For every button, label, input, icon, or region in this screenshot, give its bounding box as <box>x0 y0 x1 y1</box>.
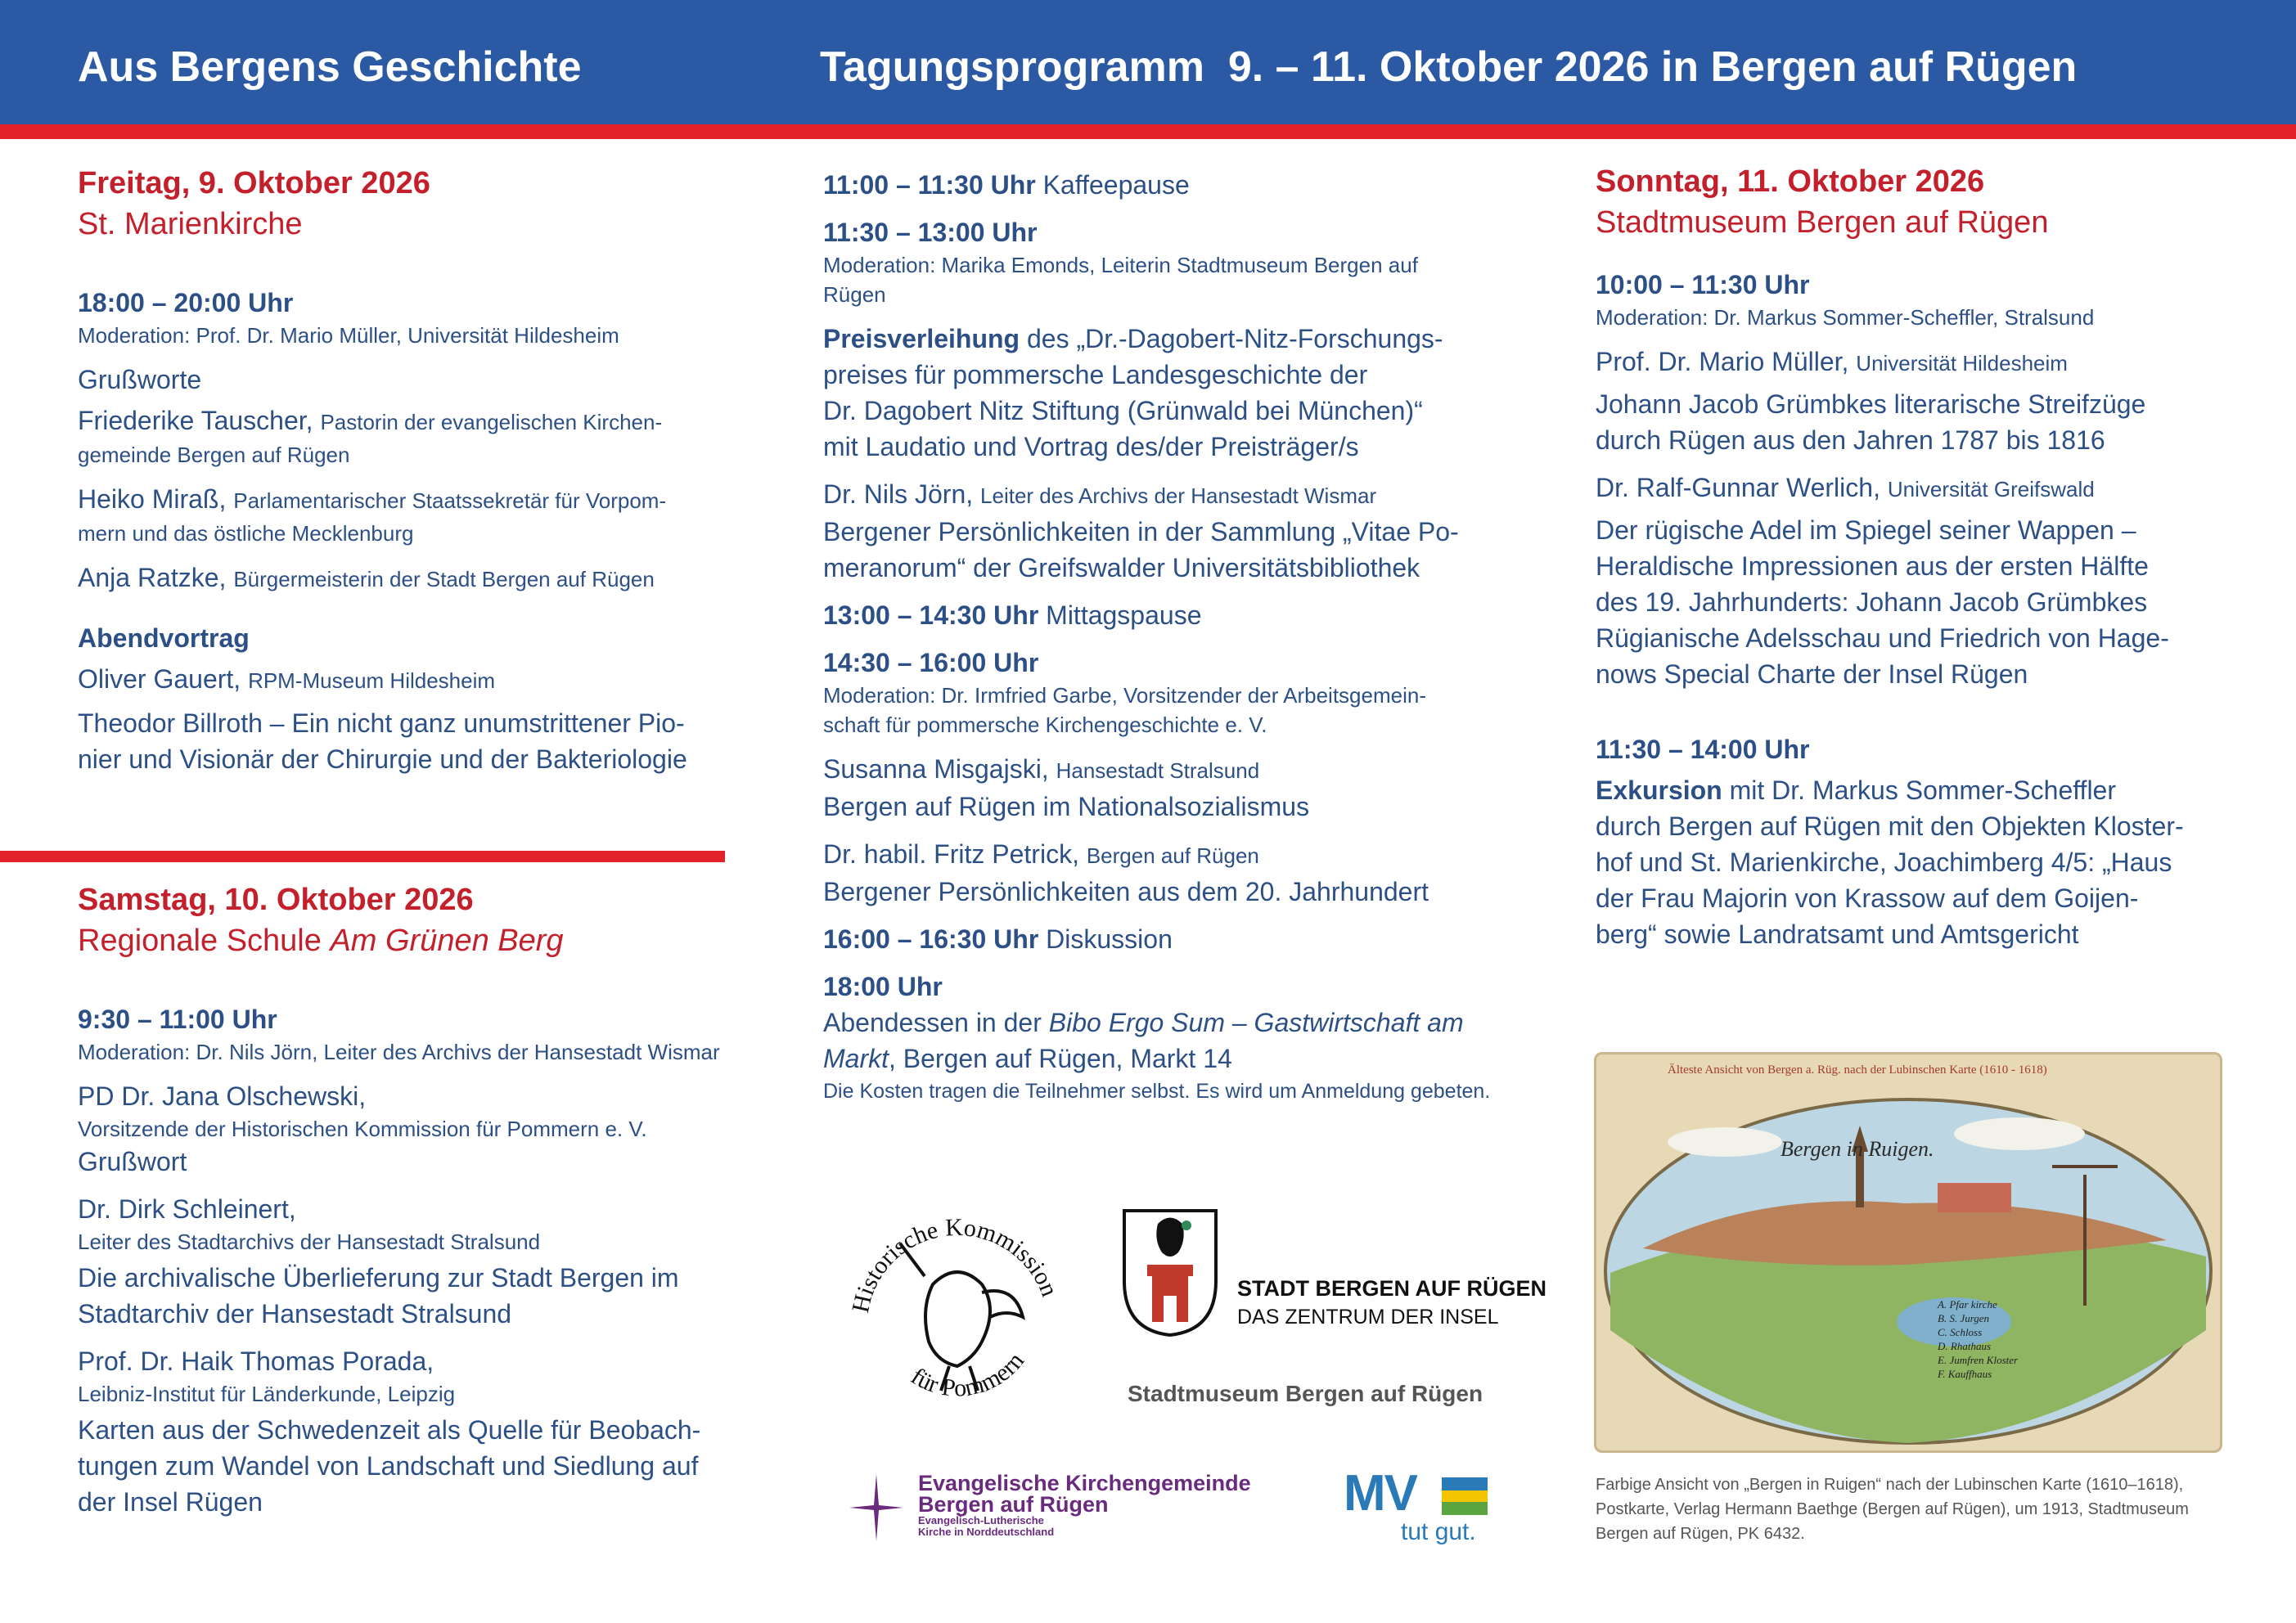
church-cross-icon <box>848 1472 905 1543</box>
friday-venue: St. Marienkirche <box>78 207 303 241</box>
bergen-logo-title: STADT BERGEN AUF RÜGEN <box>1237 1276 1546 1301</box>
prize-text: Preisverleihung des „Dr.-Dagobert-Nitz-Forschungs- <box>823 324 1443 353</box>
speaker-olschewski-role: Vorsitzende der Historischen Kommission für Pommern e. V. <box>78 1117 647 1141</box>
talk-werlich-4: Rügianische Adelsschau und Friedrich von Hage- <box>1596 623 2169 653</box>
church-name-3: Evangelisch-Lutherische <box>918 1514 1044 1526</box>
legend-item: D. Rhathaus <box>1938 1340 1991 1352</box>
excursion-text-5: berg“ sowie Landratsamt und Amtsgericht <box>1596 919 2079 949</box>
speaker-schleinert: Dr. Dirk Schleinert, <box>78 1194 296 1224</box>
series-title: Aus Bergens Geschichte <box>78 43 582 91</box>
speaker-mirass-role: mern und das östliche Mecklenburg <box>78 521 414 546</box>
talk-joern-2: meranorum“ der Greifswalder Universitätsbibliothek <box>823 553 1420 582</box>
header-red-rule <box>0 124 2296 139</box>
speaker-petrick: Dr. habil. Fritz Petrick, Bergen auf Rügen <box>823 839 1259 869</box>
speaker-joern: Dr. Nils Jörn, Leiter des Archivs der Hansestadt Wismar <box>823 479 1377 509</box>
abendvortrag-heading: Abendvortrag <box>78 623 250 653</box>
bergen-logo-subtitle: DAS ZENTRUM DER INSEL <box>1237 1306 1499 1329</box>
friday-section <box>78 164 732 777</box>
prize-session-moderation: Moderation: Marika Emonds, Leiterin Stadtmuseum Bergen auf <box>823 253 1418 277</box>
talk-billroth-2: nier und Visionär der Chirurgie und der Bakteriologie <box>78 744 687 774</box>
section-divider <box>0 851 725 862</box>
speaker-tauscher-role: gemeinde Bergen auf Rügen <box>78 443 350 467</box>
bergen-coat-of-arms-icon <box>1121 1207 1219 1338</box>
church-name-4: Kirche in Norddeutschland <box>918 1526 1055 1538</box>
prize-text-3: Dr. Dagobert Nitz Stiftung (Grünwald bei München)“ <box>823 396 1423 425</box>
excursion-text-3: hof und St. Marienkirche, Joachimberg 4/5: „Haus <box>1596 847 2172 877</box>
speaker-misgajski: Susanna Misgajski, Hansestadt Stralsund <box>823 754 1260 784</box>
sunday-venue: Stadtmuseum Bergen auf Rügen <box>1596 205 2049 240</box>
talk-mueller: Johann Jacob Grümbkes literarische Streifzüge <box>1596 389 2146 419</box>
program-middle-column <box>823 167 1543 1106</box>
svg-text:Historische Kommission <box>847 1214 1063 1315</box>
stadtmuseum-label: Stadtmuseum Bergen auf Rügen <box>1128 1381 1483 1406</box>
legend-item: A. Pfar kirche <box>1938 1298 1997 1311</box>
caption-line: Postkarte, Verlag Hermann Baethge (Bergen auf Rügen), um 1913, Stadtmuseum <box>1596 1500 2189 1518</box>
talk-porada-2: tungen zum Wandel von Landschaft und Siedlung auf <box>78 1451 699 1481</box>
afternoon-moderation-2: schaft für pommersche Kirchengeschichte e. V. <box>823 713 1267 737</box>
talk-werlich-3: des 19. Jahrhunderts: Johann Jacob Grümbkes <box>1596 587 2148 617</box>
speaker-gauert: Oliver Gauert, RPM-Museum Hildesheim <box>78 664 496 694</box>
prize-session-moderation-2: Rügen <box>823 282 886 307</box>
dinner-note: Die Kosten tragen die Teilnehmer selbst. Es wird um Anmeldung gebeten. <box>823 1080 1491 1103</box>
postcard-header: Älteste Ansicht von Bergen a. Rüg. nach der Lubinschen Karte (1610 - 1618) <box>1668 1063 2047 1077</box>
mv-logo-slogan: tut gut. <box>1401 1518 1476 1545</box>
prize-text-4: mit Laudatio und Vortrag des/der Preisträger/s <box>823 432 1359 461</box>
dinner-text-2: Markt, Bergen auf Rügen, Markt 14 <box>823 1044 1232 1073</box>
program-title: Tagungsprogramm 9. – 11. Oktober 2026 in Bergen auf Rügen <box>820 43 2078 91</box>
historic-postcard-image <box>1594 1052 2222 1453</box>
talk-werlich-2: Heraldische Impressionen aus der ersten Hälfte <box>1596 551 2149 581</box>
speaker-mueller: Prof. Dr. Mario Müller, Universität Hildesheim <box>1596 347 2068 376</box>
talk-porada-3: der Insel Rügen <box>78 1487 263 1517</box>
sunday-time-1: 10:00 – 11:30 Uhr <box>1596 270 1810 299</box>
afternoon-session-time: 14:30 – 16:00 Uhr <box>823 648 1039 677</box>
talk-billroth: Theodor Billroth – Ein nicht ganz unumstrittener Pio- <box>78 708 685 738</box>
speaker-porada: Prof. Dr. Haik Thomas Porada, <box>78 1347 434 1376</box>
speaker-tauscher: Friederike Tauscher, Pastorin der evangelischen Kirchen- <box>78 406 663 435</box>
postcard-legend <box>1938 1297 2018 1381</box>
speaker-schleinert-role: Leiter des Stadtarchivs der Hansestadt Stralsund <box>78 1230 541 1254</box>
svg-text:für Pommern <box>906 1347 1029 1402</box>
sunday-section <box>1596 162 2250 952</box>
saturday-moderation: Moderation: Dr. Nils Jörn, Leiter des Archivs der Hansestadt Wismar <box>78 1040 720 1064</box>
excursion-text-4: der Frau Majorin von Krassow auf dem Goijen- <box>1596 883 2139 913</box>
saturday-venue: Regionale Schule Am Grünen Berg <box>78 924 564 958</box>
discussion: 16:00 – 16:30 Uhr Diskussion <box>823 924 1173 954</box>
speaker-porada-role: Leibniz-Institut für Länderkunde, Leipzig <box>78 1382 456 1406</box>
talk-porada: Karten aus der Schwedenzeit als Quelle für Beobach- <box>78 1415 701 1445</box>
talk-joern: Bergener Persönlichkeiten in der Sammlung „Vitae Po- <box>823 517 1459 546</box>
caption-line: Farbige Ansicht von „Bergen in Ruigen“ nach der Lubinschen Karte (1610–1618), <box>1596 1476 2184 1494</box>
dinner-text: Abendessen in der Bibo Ergo Sum – Gastwirtschaft am <box>823 1008 1464 1037</box>
church-logo-text <box>918 1472 1251 1538</box>
prize-text-2: preises für pommersche Landesgeschichte der <box>823 360 1368 389</box>
saturday-section <box>78 880 732 1520</box>
postcard-drawing <box>1594 1052 2222 1453</box>
caption-line: Bergen auf Rügen, PK 6432. <box>1596 1525 1805 1543</box>
speaker-ratzke: Anja Ratzke, Bürgermeisterin der Stadt Bergen auf Rügen <box>78 563 655 592</box>
sunday-time-2: 11:30 – 14:00 Uhr <box>1596 735 1810 764</box>
speaker-olschewski: PD Dr. Jana Olschewski, <box>78 1081 367 1111</box>
speaker-mirass: Heiko Miraß, Parlamentarischer Staatssekretär für Vorpom- <box>78 484 667 514</box>
hk-bottom-text: für Pommern <box>906 1347 1029 1402</box>
friday-time: 18:00 – 20:00 Uhr <box>78 288 294 317</box>
coffee-break: 11:00 – 11:30 Uhr Kaffeepause <box>823 170 1190 200</box>
talk-werlich: Der rügische Adel im Spiegel seiner Wappen – <box>1596 515 2136 545</box>
legend-item: F. Kauffhaus <box>1938 1368 1992 1380</box>
excursion-text-2: durch Bergen auf Rügen mit den Objekten Kloster- <box>1596 812 2184 841</box>
talk-petrick: Bergener Persönlichkeiten aus dem 20. Jahrhundert <box>823 877 1429 906</box>
postcard-title: Bergen in Ruigen. <box>1781 1137 1934 1161</box>
grussworte-heading: Grußworte <box>78 365 202 394</box>
talk-misgajski: Bergen auf Rügen im Nationalsozialismus <box>823 792 1310 821</box>
sunday-moderation: Moderation: Dr. Markus Sommer-Scheffler, Stralsund <box>1596 305 2095 330</box>
lunch-break: 13:00 – 14:30 Uhr Mittagspause <box>823 600 1202 630</box>
talk-schleinert-2: Stadtarchiv der Hansestadt Stralsund <box>78 1299 512 1329</box>
talk-mueller-2: durch Rügen aus den Jahren 1787 bis 1816 <box>1596 425 2105 455</box>
excursion-text: Exkursion mit Dr. Markus Sommer-Scheffler <box>1596 776 2116 805</box>
friday-date: Freitag, 9. Oktober 2026 <box>78 166 430 200</box>
historische-kommission-logo <box>835 1186 1080 1440</box>
legend-item: B. S. Jurgen <box>1938 1312 1990 1324</box>
mv-logo-letters: MV <box>1344 1465 1416 1522</box>
legend-item: E. Jumfren Kloster <box>1938 1354 2019 1366</box>
saturday-time: 9:30 – 11:00 Uhr <box>78 1005 277 1034</box>
friday-moderation: Moderation: Prof. Dr. Mario Müller, Universität Hildesheim <box>78 323 619 348</box>
talk-schleinert: Die archivalische Überlieferung zur Stadt Bergen im <box>78 1263 679 1293</box>
speaker-werlich: Dr. Ralf-Gunnar Werlich, Universität Greifswald <box>1596 473 2095 502</box>
church-name-1: Evangelische Kirchengemeinde <box>918 1471 1251 1495</box>
postcard-caption <box>1596 1472 2226 1546</box>
dinner-time: 18:00 Uhr <box>823 972 943 1001</box>
mv-logo-flag-icon <box>1442 1477 1488 1515</box>
prize-session-time: 11:30 – 13:00 Uhr <box>823 218 1038 247</box>
saturday-date: Samstag, 10. Oktober 2026 <box>78 883 474 917</box>
legend-item: C. Schloss <box>1938 1326 1983 1338</box>
talk-werlich-5: nows Special Charte der Insel Rügen <box>1596 659 2028 689</box>
sunday-date: Sonntag, 11. Oktober 2026 <box>1596 164 1985 199</box>
afternoon-moderation: Moderation: Dr. Irmfried Garbe, Vorsitzender der Arbeitsgemein- <box>823 683 1426 708</box>
church-name-2: Bergen auf Rügen <box>918 1492 1109 1517</box>
hk-top-text: Historische Kommission <box>846 1213 1064 1315</box>
talk-grusswort: Grußwort <box>78 1147 187 1176</box>
